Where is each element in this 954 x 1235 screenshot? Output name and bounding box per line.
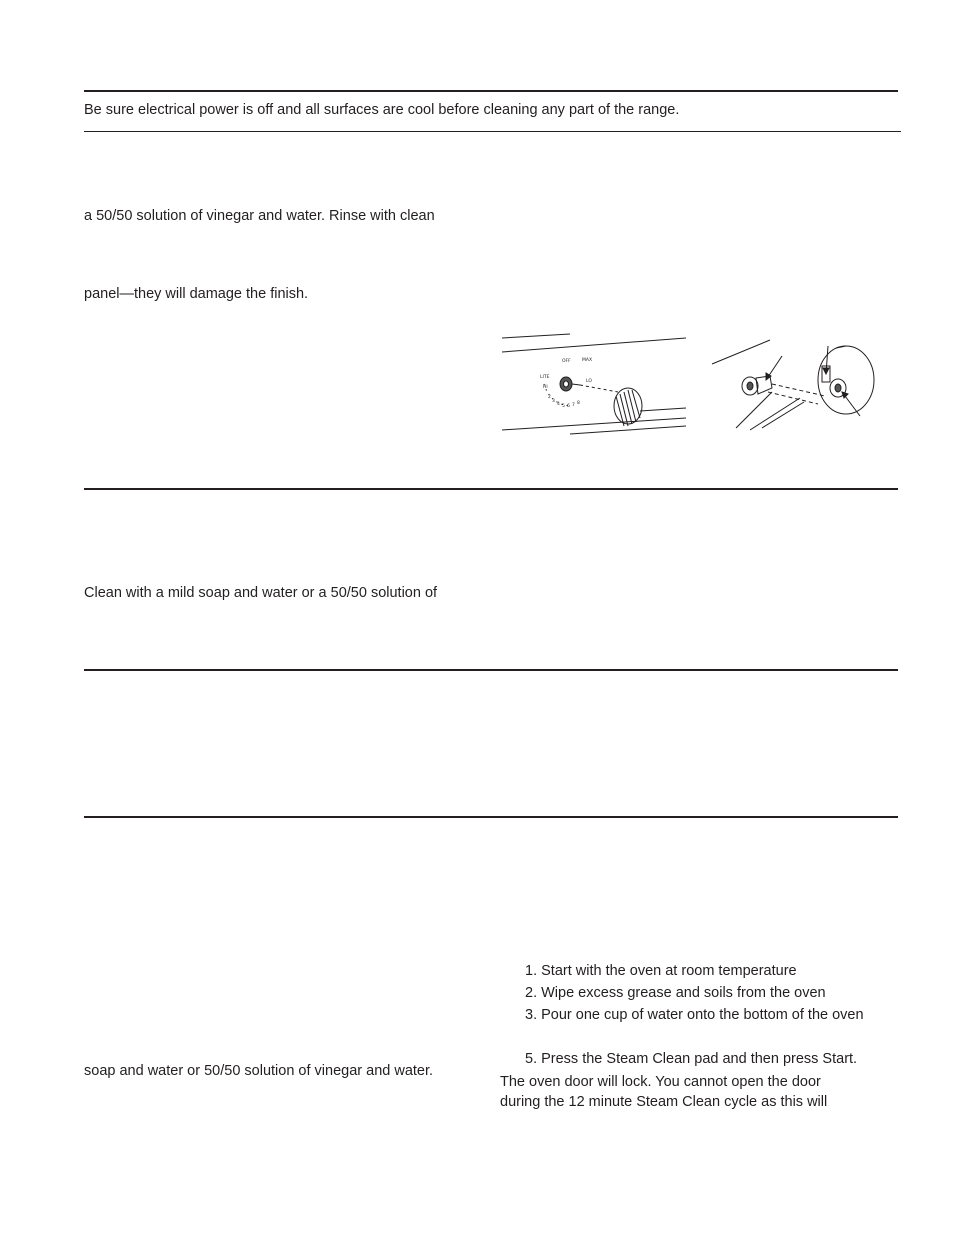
knob-removal-illustration xyxy=(500,330,900,440)
safety-note: Be sure electrical power is off and all surfaces are cool before cleaning any part of the range. xyxy=(84,102,680,118)
panel-top-edge xyxy=(502,334,570,338)
dial-label-hi: HI xyxy=(543,385,548,390)
dial-number: 8 xyxy=(577,401,580,406)
steam-clean-paragraph xyxy=(500,1072,880,1112)
control-panel-line-1: a 50/50 solution of vinegar and water. Rinse with clean xyxy=(84,208,435,224)
step-item: 3. Pour one cup of water onto the bottom of the oven xyxy=(525,1007,864,1023)
dial-number: 5 xyxy=(562,404,565,409)
dial-label-lo: LO xyxy=(586,379,592,384)
paragraph-line: during the 12 minute Steam Clean cycle as this will xyxy=(500,1094,828,1110)
section-4-left-line: soap and water or 50/50 solution of vinegar and water. xyxy=(84,1063,434,1079)
safety-divider xyxy=(84,131,901,132)
panel-front-edge xyxy=(640,408,686,411)
dial-label-max: MAX xyxy=(582,358,593,363)
knob-back xyxy=(818,346,874,414)
top-rule xyxy=(84,90,898,92)
range-edge xyxy=(712,340,770,364)
dial-number: 7 xyxy=(572,403,575,408)
step-item: 1. Start with the oven at room temperature xyxy=(525,963,797,979)
section-2-rule xyxy=(84,488,898,490)
dial-label-off: OFF xyxy=(562,359,571,364)
paragraph-line: The oven door will lock. You cannot open the door xyxy=(500,1074,821,1090)
dial-number: 2 xyxy=(548,395,551,400)
step-item: 5. Press the Steam Clean pad and then press Start. xyxy=(525,1051,858,1067)
section-2-line-1: Clean with a mild soap and water or a 50/50 solution of xyxy=(84,585,438,601)
dial-number: 4 xyxy=(557,402,560,407)
control-panel-line-2: panel—they will damage the finish. xyxy=(84,286,309,302)
dial-number: 6 xyxy=(567,404,570,409)
step-item: 2. Wipe excess grease and soils from the oven xyxy=(525,985,826,1001)
dial-number: 3 xyxy=(552,399,555,404)
section-4-rule xyxy=(84,816,898,818)
dial-label-lite: LITE xyxy=(540,375,550,380)
section-3-rule xyxy=(84,669,898,671)
